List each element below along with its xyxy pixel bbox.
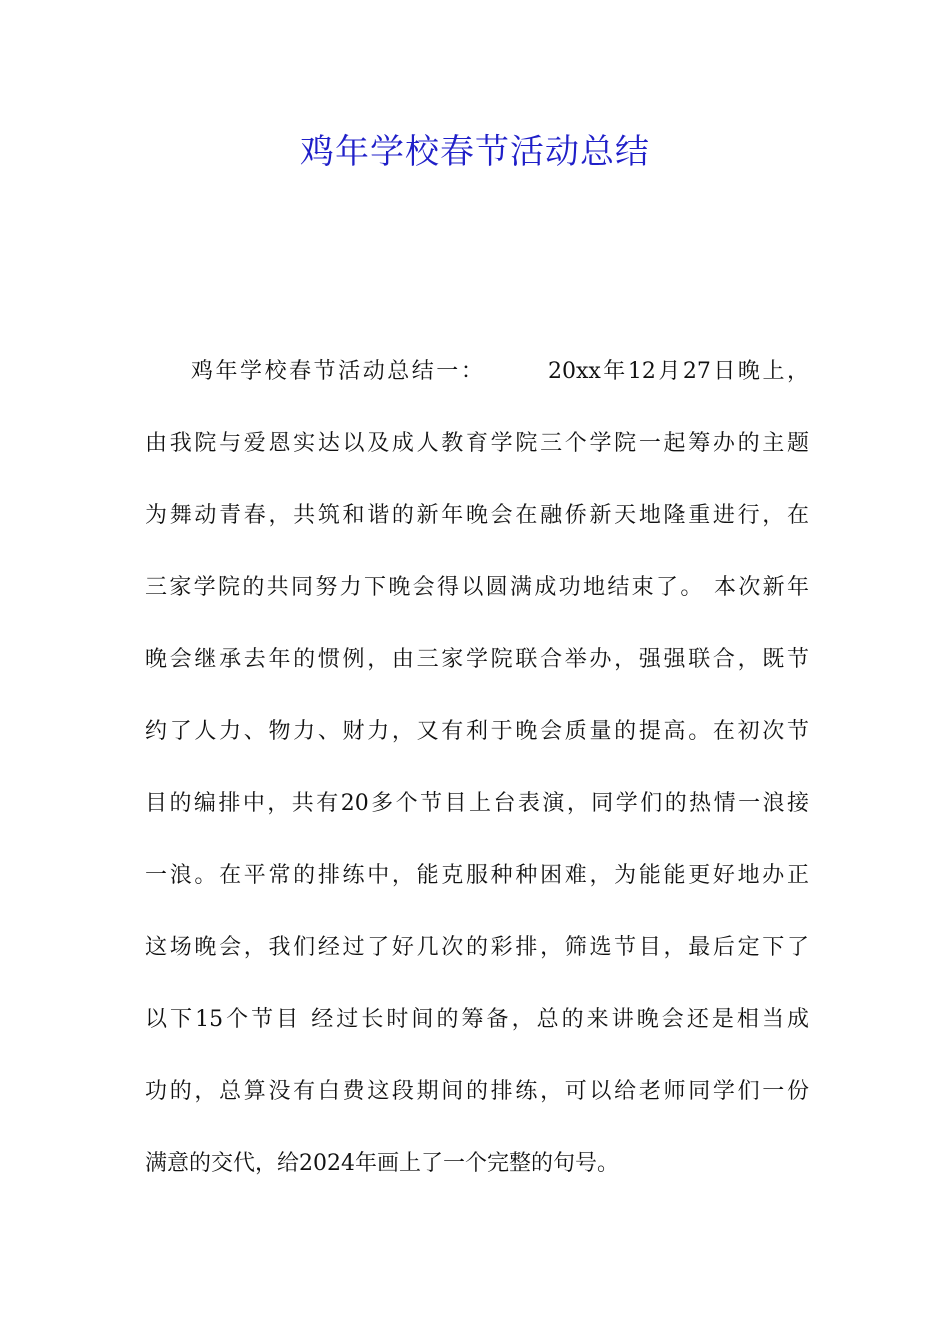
body-line: 晚会继承去年的惯例，由三家学院联合举办，强强联合，既节 bbox=[145, 647, 809, 672]
body-line: 以下15个节目 经过长时间的筹备，总的来讲晚会还是相当成 bbox=[145, 1007, 809, 1032]
body-line: 由我院与爱恩实达以及成人教育学院三个学院一起筹办的主题 bbox=[145, 431, 809, 456]
body-line: 三家学院的共同努力下晚会得以圆满成功地结束了。 本次新年 bbox=[145, 575, 809, 600]
document-body bbox=[145, 336, 809, 1200]
body-line: 为舞动青春，共筑和谐的新年晚会在融侨新天地隆重进行，在 bbox=[145, 503, 809, 528]
body-line: 约了人力、物力、财力，又有利于晚会质量的提高。在初次节 bbox=[145, 719, 809, 744]
body-line: 功的，总算没有白费这段期间的排练，可以给老师同学们一份 bbox=[145, 1079, 809, 1104]
document-title: 鸡年学校春节活动总结 bbox=[300, 132, 650, 172]
body-line: 满意的交代，给2024年画上了一个完整的句号。 bbox=[145, 1151, 619, 1176]
body-line: 这场晚会，我们经过了好几次的彩排，筛选节目，最后定下了 bbox=[145, 935, 809, 960]
body-line: 一浪。在平常的排练中，能克服种种困难，为能能更好地办正 bbox=[145, 863, 809, 888]
body-line: 目的编排中，共有20多个节目上台表演，同学们的热情一浪接 bbox=[145, 791, 809, 816]
body-line: 鸡年学校春节活动总结一： 20xx年12月27日晚上， bbox=[191, 359, 809, 384]
